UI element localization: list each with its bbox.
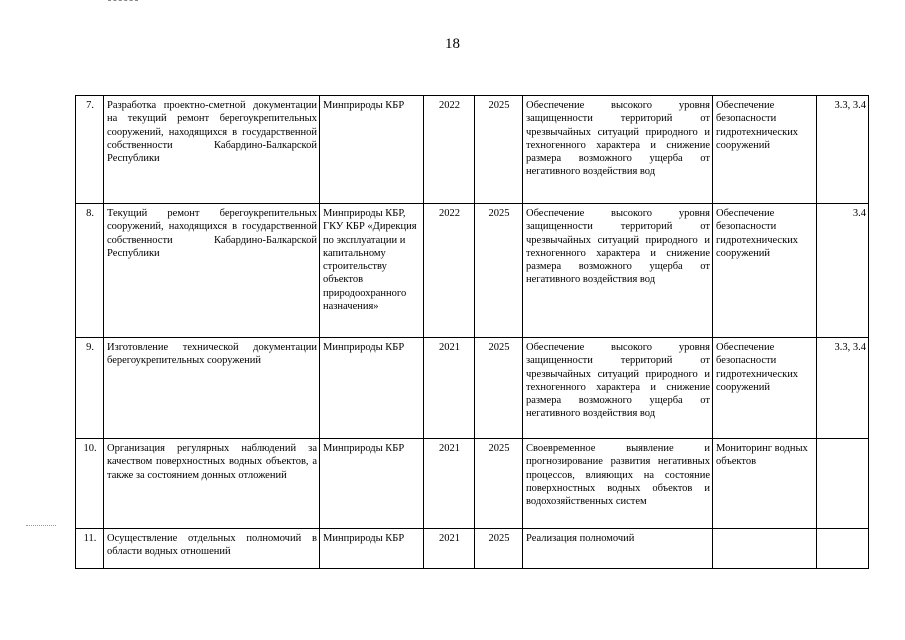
indicator-ref: 3.3, 3.4	[817, 96, 869, 204]
executor: Минприроды КБР	[320, 338, 424, 439]
indicator: Обеспечение безопасности гидротехнических сооружений	[713, 338, 817, 439]
end-year: 2025	[475, 529, 523, 569]
row-number: 9.	[76, 338, 104, 439]
table-row	[76, 439, 869, 529]
expected-result: Обеспечение высокого уровня защищенности территорий от чрезвычайных ситуаций природного и техногенного характера и снижение размера возможного ущерба от негативного воздействия вод	[523, 96, 713, 204]
indicator: Обеспечение безопасности гидротехнических сооружений	[713, 96, 817, 204]
executor: Минприроды КБР	[320, 439, 424, 529]
indicator: Обеспечение безопасности гидротехнических сооружений	[713, 204, 817, 338]
end-year: 2025	[475, 204, 523, 338]
table-row	[76, 529, 869, 569]
measures-table	[75, 95, 869, 569]
executor: Минприроды КБР	[320, 529, 424, 569]
table-row	[76, 204, 869, 338]
start-year: 2022	[424, 204, 475, 338]
expected-result: Реализация полномочий	[523, 529, 713, 569]
measure-title: Организация регулярных наблюдений за качеством поверхностных водных объектов, а также за состоянием донных отложений	[104, 439, 320, 529]
start-year: 2021	[424, 529, 475, 569]
scan-artifact-left	[26, 525, 56, 527]
indicator	[713, 529, 817, 569]
expected-result: Обеспечение высокого уровня защищенности территорий от чрезвычайных ситуаций природного и техногенного характера и снижение размера возможного ущерба от негативного воздействия вод	[523, 204, 713, 338]
expected-result: Своевременное выявление и прогнозирование развития негативных процессов, влияющих на состояние поверхностных водных объектов и водохозяйственных систем	[523, 439, 713, 529]
measure-title: Изготовление технической документации берегоукрепительных сооружений	[104, 338, 320, 439]
end-year: 2025	[475, 96, 523, 204]
start-year: 2022	[424, 96, 475, 204]
indicator-ref: 3.3, 3.4	[817, 338, 869, 439]
page-number: 18	[445, 36, 460, 52]
row-number: 11.	[76, 529, 104, 569]
scan-artifact-top	[108, 0, 138, 3]
expected-result: Обеспечение высокого уровня защищенности территорий от чрезвычайных ситуаций природного и техногенного характера и снижение размера возможного ущерба от негативного воздействия вод	[523, 338, 713, 439]
row-number: 7.	[76, 96, 104, 204]
indicator: Мониторинг водных объектов	[713, 439, 817, 529]
indicator-ref	[817, 439, 869, 529]
end-year: 2025	[475, 338, 523, 439]
measure-title: Осуществление отдельных полномочий в области водных отношений	[104, 529, 320, 569]
start-year: 2021	[424, 338, 475, 439]
executor: Минприроды КБР	[320, 96, 424, 204]
row-number: 8.	[76, 204, 104, 338]
indicator-ref: 3.4	[817, 204, 869, 338]
measure-title: Разработка проектно-сметной документации на текущий ремонт берегоукрепительных сооружений, находящихся в государственной собственности Кабардино-Балкарской Республики	[104, 96, 320, 204]
executor: Минприроды КБР, ГКУ КБР «Дирекция по эксплуатации и капитальному строительству объектов природоохранного назначения»	[320, 204, 424, 338]
start-year: 2021	[424, 439, 475, 529]
row-number: 10.	[76, 439, 104, 529]
table-row	[76, 96, 869, 204]
end-year: 2025	[475, 439, 523, 529]
table-row	[76, 338, 869, 439]
indicator-ref	[817, 529, 869, 569]
measure-title: Текущий ремонт берегоукрепительных сооружений, находящихся в государственной собственности Кабардино-Балкарской Республики	[104, 204, 320, 338]
